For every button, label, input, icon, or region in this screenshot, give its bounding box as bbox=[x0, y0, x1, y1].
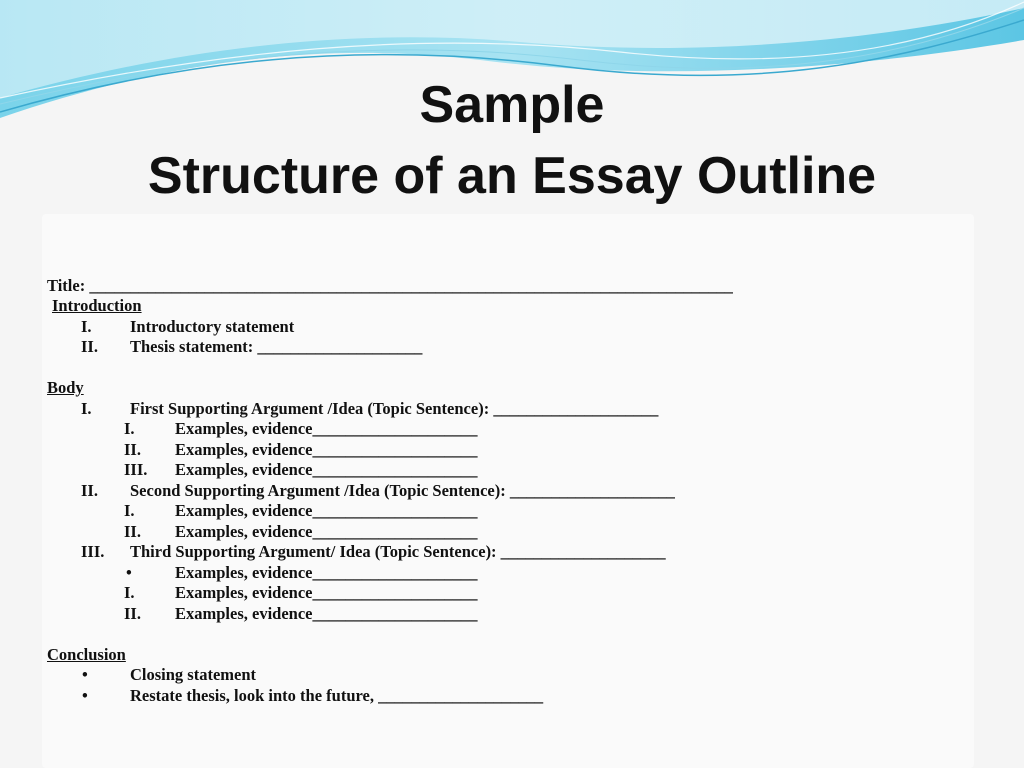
intro-item-text: Thesis statement: ____________________ bbox=[130, 337, 423, 356]
evidence-marker: I. bbox=[124, 501, 135, 520]
evidence-marker: I. bbox=[124, 419, 135, 438]
title-row: Title: ______________________________________________________________________________ bbox=[47, 276, 733, 295]
body-heading: Body bbox=[47, 378, 84, 397]
argument-marker: II. bbox=[81, 481, 98, 500]
intro-item-text: Introductory statement bbox=[130, 317, 295, 336]
argument-text: Second Supporting Argument /Idea (Topic Sentence): ____________________ bbox=[130, 481, 675, 500]
evidence-text: Examples, evidence____________________ bbox=[175, 563, 478, 582]
evidence-text: Examples, evidence____________________ bbox=[175, 460, 478, 479]
evidence-text: Examples, evidence____________________ bbox=[175, 604, 478, 623]
evidence-marker: I. bbox=[124, 583, 135, 602]
slide-title-line1: Sample bbox=[419, 76, 605, 134]
conclusion-item-text: Closing statement bbox=[130, 665, 257, 684]
evidence-text: Examples, evidence____________________ bbox=[175, 522, 478, 541]
introduction-heading: Introduction bbox=[52, 296, 142, 315]
intro-item-marker: II. bbox=[81, 337, 98, 356]
slide-title-line2: Structure of an Essay Outline bbox=[147, 147, 877, 205]
evidence-text: Examples, evidence____________________ bbox=[175, 501, 478, 520]
evidence-marker: • bbox=[126, 563, 132, 582]
conclusion-item-text: Restate thesis, look into the future, ____________________ bbox=[130, 686, 544, 705]
evidence-text: Examples, evidence____________________ bbox=[175, 419, 478, 438]
intro-item-marker: I. bbox=[81, 317, 92, 336]
argument-text: Third Supporting Argument/ Idea (Topic Sentence): ____________________ bbox=[130, 542, 666, 561]
evidence-marker: II. bbox=[124, 522, 141, 541]
conclusion-item-marker: • bbox=[82, 686, 88, 705]
argument-marker: I. bbox=[81, 399, 92, 418]
evidence-text: Examples, evidence____________________ bbox=[175, 440, 478, 459]
evidence-marker: II. bbox=[124, 440, 141, 459]
evidence-marker: II. bbox=[124, 604, 141, 623]
argument-marker: III. bbox=[81, 542, 105, 561]
conclusion-item-marker: • bbox=[82, 665, 88, 684]
evidence-text: Examples, evidence____________________ bbox=[175, 583, 478, 602]
argument-text: First Supporting Argument /Idea (Topic Sentence): ____________________ bbox=[130, 399, 659, 418]
evidence-marker: III. bbox=[124, 460, 148, 479]
conclusion-heading: Conclusion bbox=[47, 645, 126, 664]
